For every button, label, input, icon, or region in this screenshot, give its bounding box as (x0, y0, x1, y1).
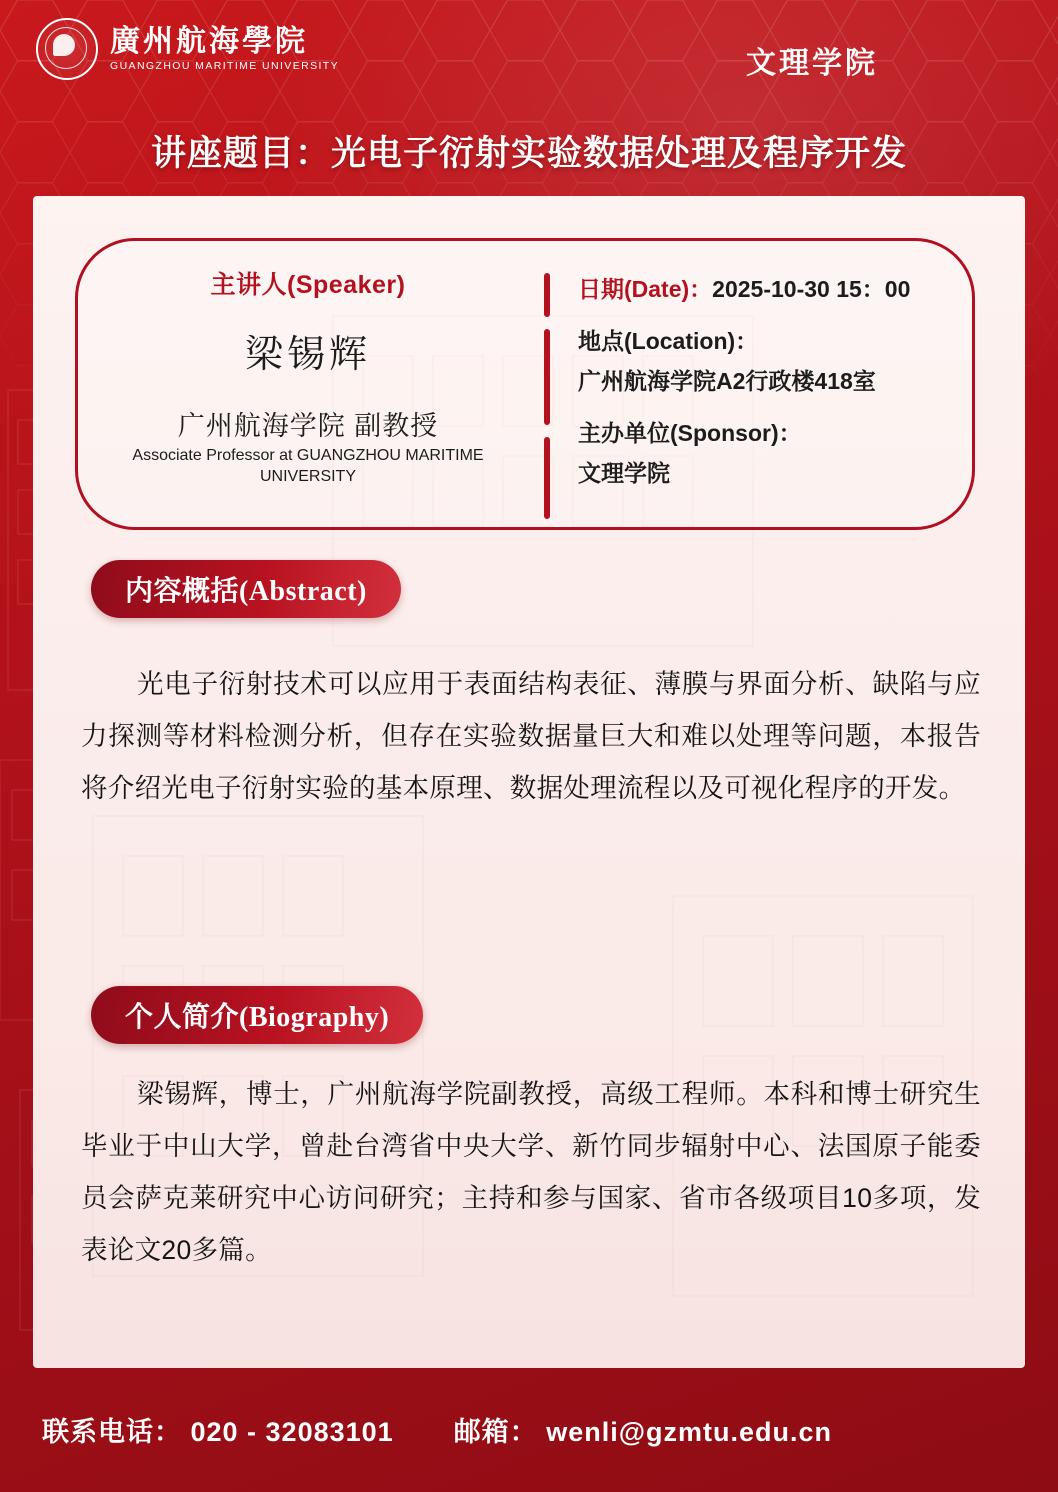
divider-date (544, 273, 550, 317)
event-date-value: 2025-10-30 15：00 (712, 276, 911, 302)
university-name-en: GUANGZHOU MARITIME UNIVERSITY (110, 60, 340, 72)
divider-location (544, 329, 550, 425)
divider-sponsor (544, 437, 550, 519)
university-logo (36, 18, 339, 80)
event-location-value: 广州航海学院A2行政楼418室 (578, 368, 876, 394)
contact-email: 邮箱： wenli@gzmtu.edu.cn (453, 1417, 833, 1447)
speaker-label: 主讲人(Speaker) (210, 271, 406, 299)
event-location-label: 地点(Location)： (578, 328, 759, 354)
speaker-title-cn: 广州航海学院 副教授 (177, 411, 439, 441)
event-sponsor-label: 主办单位(Sponsor)： (578, 420, 802, 446)
poster-footer (0, 1382, 1058, 1492)
speaker-name: 梁锡辉 (244, 334, 371, 376)
lecture-title: 讲座题目：光电子衍射实验数据处理及程序开发 (150, 134, 907, 173)
abstract-text: 光电子衍射技术可以应用于表面结构表征、薄膜与界面分析、缺陷与应力探测等材料检测分析，但存在实验数据量巨大和难以处理等问题，本报告将介绍光电子衍射实验的基本原理、数据处理流程以及可视化程序的开发。 (81, 669, 981, 803)
university-seal-icon (36, 18, 98, 80)
speaker-title-en: Associate Professor at GUANGZHOU MARITIME UNIVERSITY (132, 447, 484, 485)
university-name-cn: 廣州航海學院 (110, 25, 308, 58)
event-sponsor-value: 文理学院 (578, 460, 670, 486)
poster-header (0, 0, 1058, 92)
section-title-biography: 个人简介(Biography) (91, 986, 423, 1044)
university-logo-text (110, 25, 339, 73)
event-meta-column (578, 269, 964, 493)
footer-contact (42, 1410, 832, 1449)
event-date-label: 日期(Date)： (578, 276, 713, 302)
contact-phone: 联系电话： 020 - 32083101 (42, 1417, 394, 1447)
content-card (33, 196, 1025, 1368)
section-title-abstract: 内容概括(Abstract) (91, 560, 401, 618)
event-date-row (578, 269, 964, 309)
organizer-name: 文理学院 (746, 47, 878, 80)
speaker-column (98, 265, 518, 487)
speaker-info-box (75, 238, 975, 530)
biography-text: 梁锡辉，博士，广州航海学院副教授，高级工程师。本科和博士研究生毕业于中山大学，曾赴台湾省中央大学、新竹同步辐射中心、法国原子能委员会萨克莱研究中心访问研究；主持和参与国家、省市各级项目10多项，发表论文20多篇。 (81, 1079, 981, 1265)
